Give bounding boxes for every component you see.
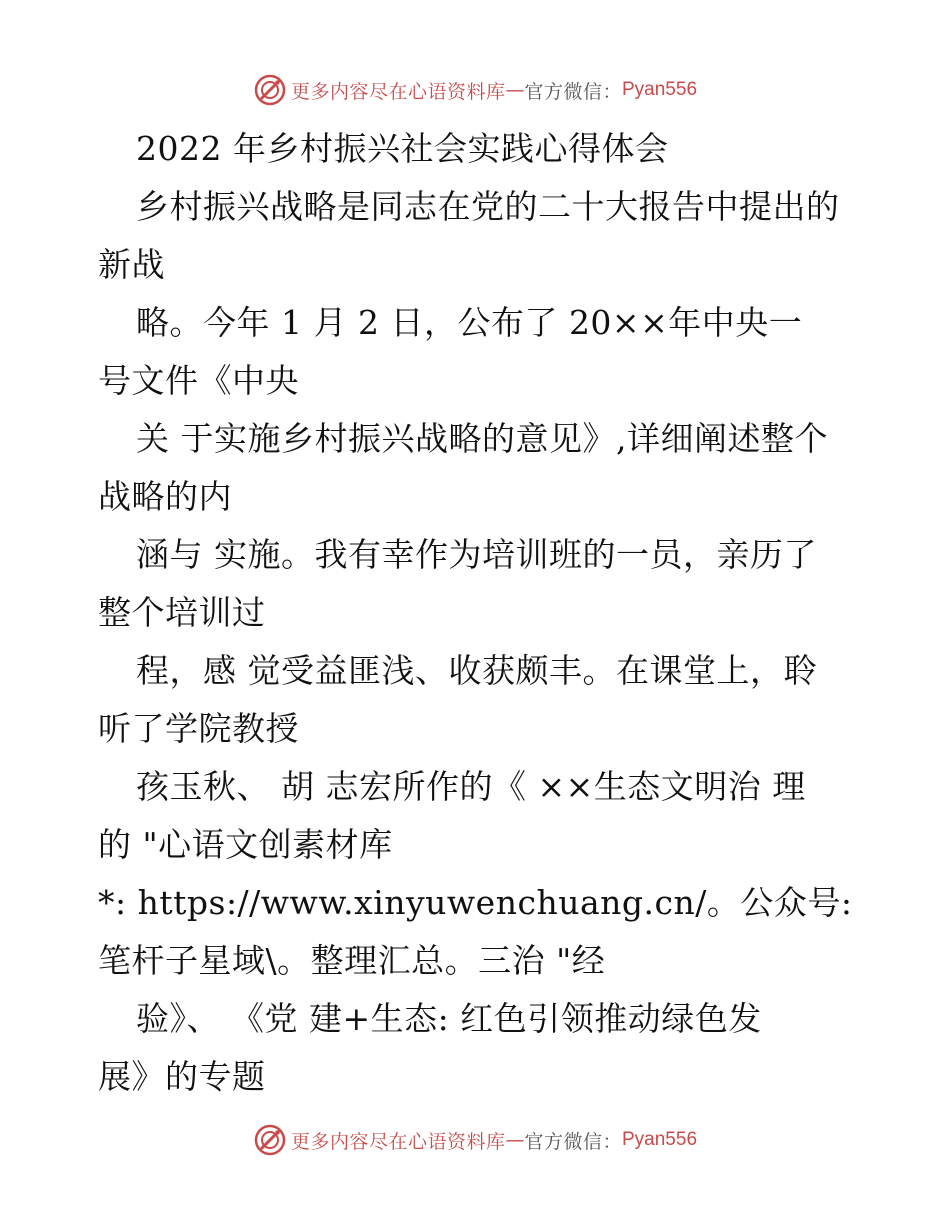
banner-wechat-id: Pyan556: [622, 79, 698, 100]
text-line: 乡村振兴战略是同志在党的二十大报告中提出的: [136, 187, 840, 226]
text-line: 略。今年 1 月 2 日，公布了 20××年中央一: [136, 303, 803, 342]
banner-text: 更多内容尽在心语资料库: [290, 80, 506, 103]
text-line: 孩玉秋、 胡 志宏所作的《 ××生态文明治 理: [136, 767, 806, 806]
text-line: 听了学院教授: [98, 709, 299, 748]
banner-text: 更多内容尽在心语资料库: [290, 1130, 506, 1153]
text-line: 战略的内: [98, 477, 232, 516]
text-line-url: *: https://www.xinyuwenchuang.cn/。公众号:: [98, 883, 853, 922]
text-line: 的 "心语文创素材库: [98, 825, 393, 864]
text-line: 号文件《中央: [98, 361, 299, 400]
footer-banner: [0, 1120, 950, 1160]
text-line: 关 于实施乡村振兴战略的意见》,详细阐述整个: [136, 419, 828, 458]
text-line: 验》、 《党 建+生态: 红色引领推动绿色发: [136, 999, 762, 1038]
text-line: 程，感 觉受益匪浅、收获颇丰。在课堂上，聆: [136, 651, 817, 690]
text-line: 笔杆子星域\。整理汇总。三治 "经: [98, 941, 606, 980]
logo-icon: [253, 73, 287, 107]
header-banner: [0, 70, 950, 110]
text-line: 涵与 实施。我有幸作为培训班的一员，亲历了: [136, 535, 817, 574]
banner-official-label: 官方微信：: [524, 1130, 622, 1153]
text-line: 新战: [98, 245, 165, 284]
document-title: 2022 年乡村振兴社会实践心得体会: [136, 129, 669, 168]
banner-official-label: 官方微信：: [524, 80, 622, 103]
logo-icon: [253, 1123, 287, 1157]
text-line: 整个培训过: [98, 593, 266, 632]
text-line: 展》的专题: [98, 1057, 266, 1096]
banner-wechat-id: Pyan556: [622, 1129, 698, 1150]
banner-dash: —: [505, 79, 525, 101]
document-body: [98, 120, 858, 1106]
banner-dash: —: [505, 1129, 525, 1151]
